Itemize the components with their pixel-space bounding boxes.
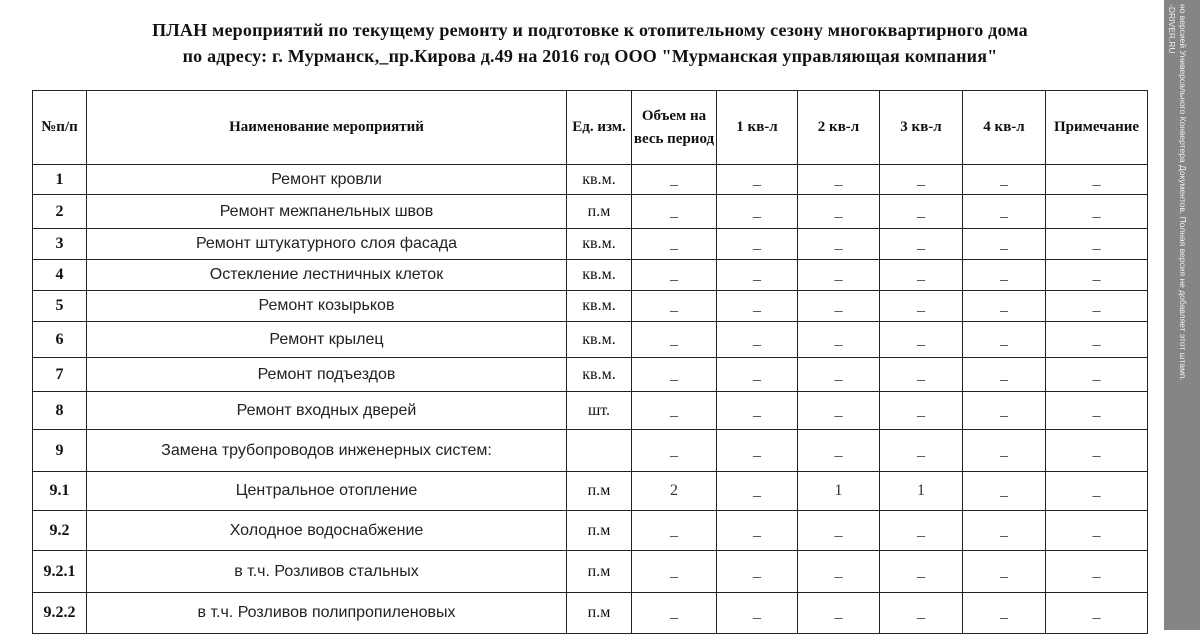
row-volume: _	[632, 593, 717, 634]
row-unit	[567, 430, 632, 472]
row-note: _	[1046, 195, 1148, 229]
row-q1: _	[717, 195, 798, 229]
watermark-line1: но версией Универсального Конвертера Документов. Полная версия не добавляет этот штамп.	[1178, 4, 1188, 381]
row-name: Ремонт штукатурного слоя фасада	[87, 229, 567, 260]
table-row	[33, 358, 1148, 392]
row-q1: _	[717, 430, 798, 472]
row-volume: 2	[632, 472, 717, 511]
row-q1: _	[717, 291, 798, 322]
row-num: 6	[33, 322, 87, 358]
row-unit: п.м	[567, 472, 632, 511]
row-note: _	[1046, 322, 1148, 358]
row-q1: _	[717, 260, 798, 291]
row-q4: _	[963, 430, 1046, 472]
row-note: _	[1046, 511, 1148, 551]
header-q4: 4 кв-л	[963, 91, 1046, 165]
row-q2: _	[798, 165, 880, 195]
header-q3: 3 кв-л	[880, 91, 963, 165]
row-q4: _	[963, 472, 1046, 511]
row-q2: _	[798, 551, 880, 593]
row-q1: _	[717, 358, 798, 392]
row-q2: _	[798, 358, 880, 392]
row-q2: 1	[798, 472, 880, 511]
row-note: _	[1046, 260, 1148, 291]
row-q3: _	[880, 593, 963, 634]
row-q1: _	[717, 322, 798, 358]
row-name: Ремонт межпанельных швов	[87, 195, 567, 229]
row-q2: _	[798, 260, 880, 291]
row-q1: _	[717, 165, 798, 195]
row-name: Ремонт крылец	[87, 322, 567, 358]
row-note: _	[1046, 430, 1148, 472]
row-name: Ремонт козырьков	[87, 291, 567, 322]
table-row	[33, 392, 1148, 430]
watermark-text	[1166, 4, 1188, 381]
row-unit: кв.м.	[567, 322, 632, 358]
row-q1: _	[717, 392, 798, 430]
document-title-line1: ПЛАН мероприятий по текущему ремонту и подготовке к отопительному сезону многоквартирного дома	[152, 20, 1028, 40]
row-num: 9	[33, 430, 87, 472]
row-q1: _	[717, 551, 798, 593]
row-unit: кв.м.	[567, 229, 632, 260]
row-q3: _	[880, 229, 963, 260]
header-q2: 2 кв-л	[798, 91, 880, 165]
row-q4: _	[963, 291, 1046, 322]
row-q3: _	[880, 322, 963, 358]
table-row	[33, 229, 1148, 260]
row-volume: _	[632, 260, 717, 291]
header-volume: Объем на весь период	[632, 91, 717, 165]
row-q4: _	[963, 392, 1046, 430]
row-q1: _	[717, 511, 798, 551]
header-name: Наименование мероприятий	[87, 91, 567, 165]
row-num: 9.2	[33, 511, 87, 551]
table-row	[33, 291, 1148, 322]
row-q4: _	[963, 358, 1046, 392]
row-unit: кв.м.	[567, 358, 632, 392]
row-unit: кв.м.	[567, 260, 632, 291]
row-note: _	[1046, 472, 1148, 511]
row-name: Ремонт кровли	[87, 165, 567, 195]
row-name: Ремонт входных дверей	[87, 392, 567, 430]
row-num: 2	[33, 195, 87, 229]
row-volume: _	[632, 229, 717, 260]
row-q2: _	[798, 229, 880, 260]
row-q3: _	[880, 260, 963, 291]
header-q1: 1 кв-л	[717, 91, 798, 165]
row-num: 9.1	[33, 472, 87, 511]
row-q2: _	[798, 322, 880, 358]
row-q2: _	[798, 392, 880, 430]
row-unit: п.м	[567, 511, 632, 551]
row-volume: _	[632, 195, 717, 229]
row-note: _	[1046, 392, 1148, 430]
row-q3: _	[880, 291, 963, 322]
header-num: №п/п	[33, 91, 87, 165]
row-note: _	[1046, 165, 1148, 195]
row-q4: _	[963, 260, 1046, 291]
row-q3: _	[880, 551, 963, 593]
row-name: Остекление лестничных клеток	[87, 260, 567, 291]
row-unit: п.м	[567, 593, 632, 634]
row-q4: _	[963, 593, 1046, 634]
watermark-line2: -DRIVER.RU	[1167, 4, 1177, 54]
table-row	[33, 322, 1148, 358]
row-num: 3	[33, 229, 87, 260]
row-name: Центральное отопление	[87, 472, 567, 511]
row-q2: _	[798, 430, 880, 472]
row-volume: _	[632, 511, 717, 551]
row-q1: _	[717, 229, 798, 260]
row-q4: _	[963, 551, 1046, 593]
row-q3: _	[880, 195, 963, 229]
row-unit: кв.м.	[567, 291, 632, 322]
row-unit: п.м	[567, 195, 632, 229]
table-row	[33, 195, 1148, 229]
row-q4: _	[963, 165, 1046, 195]
row-q4: _	[963, 229, 1046, 260]
row-name: Ремонт подъездов	[87, 358, 567, 392]
row-note: _	[1046, 551, 1148, 593]
row-num: 5	[33, 291, 87, 322]
row-unit: шт.	[567, 392, 632, 430]
row-q4: _	[963, 195, 1046, 229]
row-name: в т.ч. Розливов стальных	[87, 551, 567, 593]
row-num: 7	[33, 358, 87, 392]
row-q2: _	[798, 195, 880, 229]
row-q3: _	[880, 165, 963, 195]
row-num: 4	[33, 260, 87, 291]
row-volume: _	[632, 291, 717, 322]
converter-watermark-strip	[1164, 0, 1200, 630]
header-unit: Ед. изм.	[567, 91, 632, 165]
row-q3: _	[880, 511, 963, 551]
row-q2: _	[798, 291, 880, 322]
row-q3: _	[880, 358, 963, 392]
row-unit: кв.м.	[567, 165, 632, 195]
row-q4: _	[963, 322, 1046, 358]
row-q1: _	[717, 593, 798, 634]
table-row	[33, 430, 1148, 472]
row-num: 1	[33, 165, 87, 195]
row-q3: _	[880, 430, 963, 472]
row-q2: _	[798, 511, 880, 551]
row-q4: _	[963, 511, 1046, 551]
row-name: Холодное водоснабжение	[87, 511, 567, 551]
row-volume: _	[632, 392, 717, 430]
row-note: _	[1046, 229, 1148, 260]
header-row	[33, 91, 1148, 165]
row-q3: _	[880, 392, 963, 430]
row-volume: _	[632, 551, 717, 593]
row-note: _	[1046, 358, 1148, 392]
table-row	[33, 472, 1148, 511]
row-q1: _	[717, 472, 798, 511]
row-volume: _	[632, 322, 717, 358]
row-q2: _	[798, 593, 880, 634]
row-volume: _	[632, 430, 717, 472]
document-title-line2: по адресу: г. Мурманск,_пр.Кирова д.49 на 2016 год ООО "Мурманская управляющая компания"	[182, 46, 998, 66]
row-num: 8	[33, 392, 87, 430]
row-unit: п.м	[567, 551, 632, 593]
header-note: Примечание	[1046, 91, 1148, 165]
row-name: Замена трубопроводов инженерных систем:	[87, 430, 567, 472]
row-num: 9.2.1	[33, 551, 87, 593]
row-volume: _	[632, 358, 717, 392]
table-row	[33, 511, 1148, 551]
table-row	[33, 593, 1148, 634]
table-row	[33, 260, 1148, 291]
row-num: 9.2.2	[33, 593, 87, 634]
plan-table	[32, 90, 1148, 634]
row-note: _	[1046, 593, 1148, 634]
row-name: в т.ч. Розливов полипропиленовых	[87, 593, 567, 634]
row-note: _	[1046, 291, 1148, 322]
row-volume: _	[632, 165, 717, 195]
table-row	[33, 551, 1148, 593]
table-row	[33, 165, 1148, 195]
row-q3: 1	[880, 472, 963, 511]
